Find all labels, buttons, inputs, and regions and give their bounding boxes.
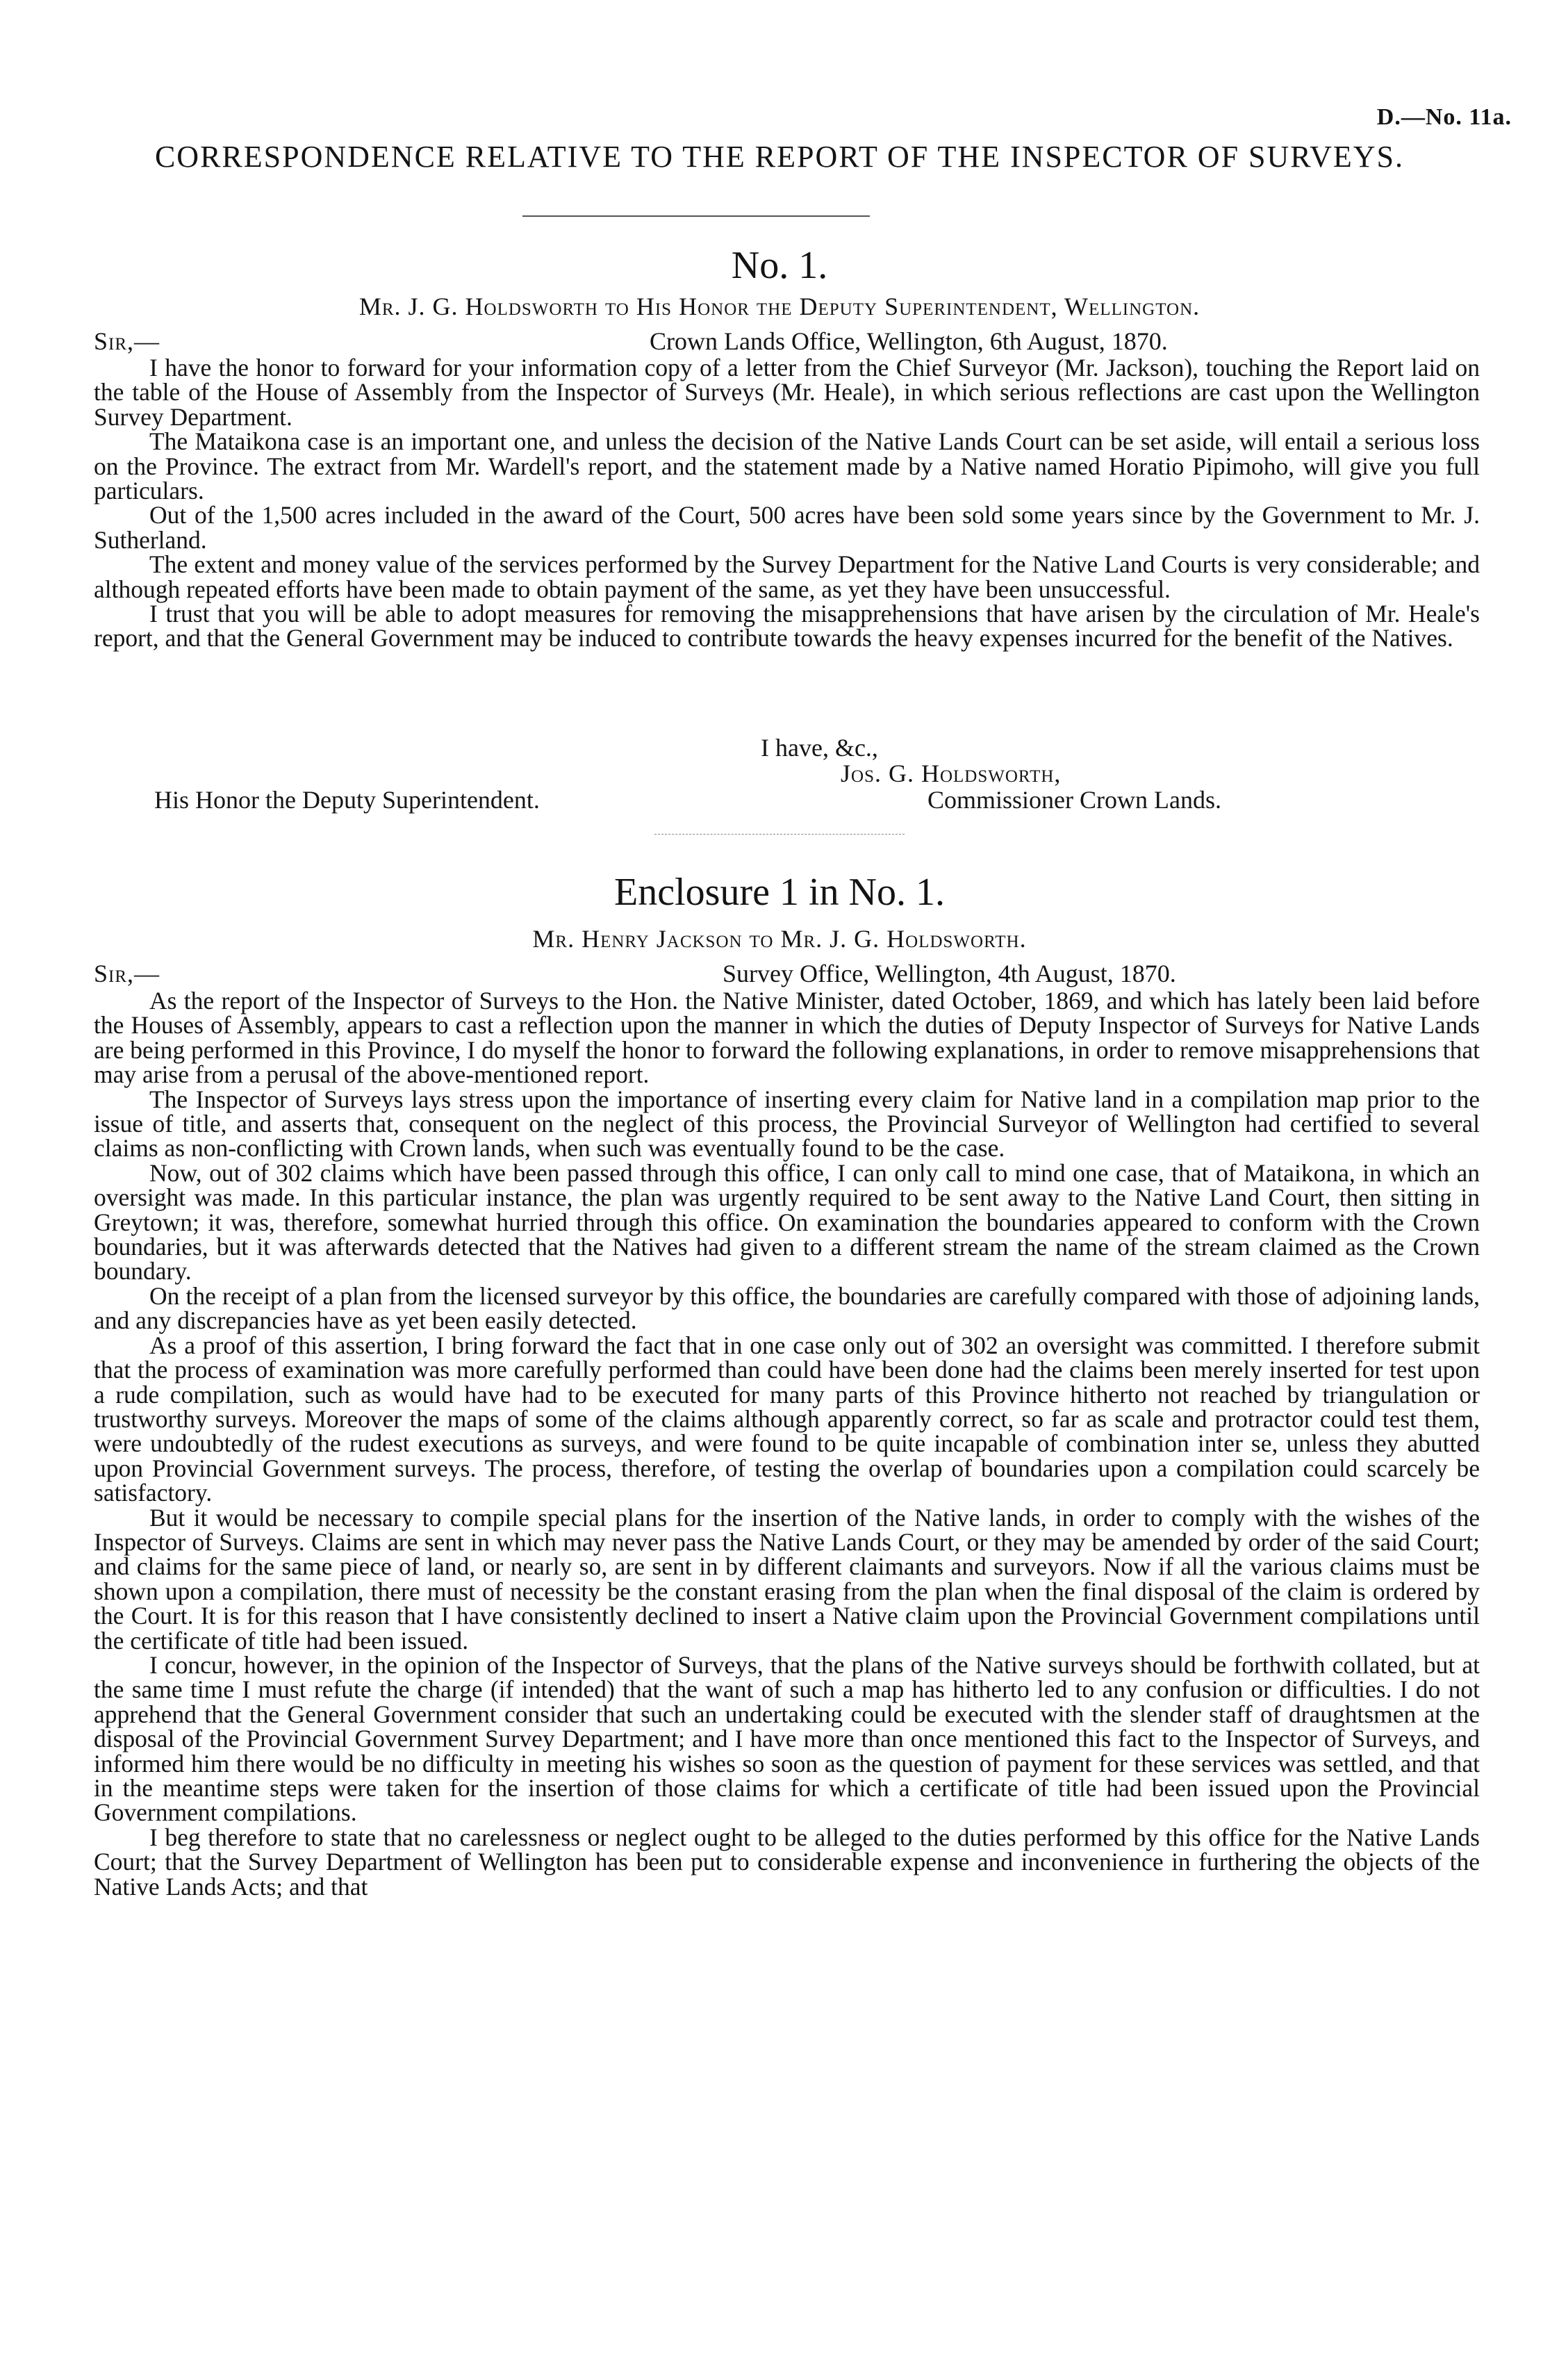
letter-number-heading: No. 1. bbox=[731, 244, 828, 287]
letter-salutation: Sir,— bbox=[94, 327, 160, 355]
enclosure-paragraph: I concur, however, in the opinion of the Inspector of Surveys, that the plans of the Native surveys should be forthwith collated, but at the same time I must refute the charge (if intended) that the want of such a map has hitherto led to any confusion or difficulties. I do not apprehend that the General Government consider that such an undertaking could be executed with the slender staff of draughtsmen at the disposal of the Provincial Government Survey Department; and I have more than once mentioned this fact to the Inspector of Surveys, and informed him there would be no difficulty in meeting his wishes so soon as the question of payment for these services was settled, and that in the meantime steps were taken for the insertion of those claims for which a certificate of title had been issued upon the Provincial Government compilations. bbox=[94, 1650, 1480, 1827]
enclosure-salutation: Sir,— bbox=[94, 960, 160, 987]
letter-paragraph: I trust that you will be able to adopt measures for removing the misapprehensions that have arisen by the circulation of Mr. Heale's report, and that the General Government may be induced to contribute towards the heavy expenses incurred for the benefit of the Natives. bbox=[94, 600, 1480, 653]
title-divider bbox=[522, 215, 870, 217]
enclosure-paragraph: On the receipt of a plan from the licensed surveyor by this office, the boundaries are carefully compared with those of adjoining lands, and any discrepancies have as yet been easily detected. bbox=[94, 1281, 1480, 1335]
letter-paragraph: The extent and money value of the services performed by the Survey Department for the Native Land Courts is very considerable; and although repeated efforts have been made to obtain payment of the same, as yet they have been unsuccessful. bbox=[94, 550, 1480, 603]
enclosure-paragraph: The Inspector of Surveys lays stress upon the importance of inserting every claim for Native land in a compilation map prior to the issue of title, and asserts that, consequent on the neglect of this process, the Provincial Surveyor of Wellington had certified to several claims as non-conflicting with Crown lands, when such was eventually found to be the case. bbox=[94, 1085, 1480, 1163]
enclosure-paragraph: Now, out of 302 claims which have been passed through this office, I can only call to mind one case, that of Mataikona, in which an oversight was made. In this particular instance, the plan was urgently required to be sent away to the Native Land Court, then sitting in Greytown; it was, therefore, somewhat hurried through this office. On examination the boundaries appeared to conform with the Crown boundaries, but it was afterwards detected that the Natives had given to a different stream the name of the stream claimed as the Crown boundary. bbox=[94, 1158, 1480, 1286]
enclosure-from-to: Mr. Henry Jackson to Mr. J. G. Holdsworth. bbox=[532, 925, 1027, 953]
letter-paragraph: I have the honor to forward for your information copy of a letter from the Chief Surveyor (Mr. Jackson), touching the Report laid on the table of the House of Assembly from the Inspector of Surveys (Mr. Heale), in which serious reflections are cast upon the Wellington Survey Department. bbox=[94, 354, 1480, 431]
enclosure-place-date: Survey Office, Wellington, 4th August, 1870. bbox=[723, 960, 1176, 987]
letter-body bbox=[94, 356, 1480, 651]
enclosure-heading: Enclosure 1 in No. 1. bbox=[614, 871, 945, 914]
letter-closing: I have, &c., bbox=[761, 734, 878, 762]
page-reference: D.—No. 11a. bbox=[1376, 104, 1512, 130]
letter-paragraph: The Mataikona case is an important one, and unless the decision of the Native Lands Court can be set aside, will entail a serious loss on the Province. The extract from Mr. Wardell's report, and the statement made by a Native named Horatio Pipimoho, will give you full particulars. bbox=[94, 427, 1480, 505]
document-title: CORRESPONDENCE RELATIVE TO THE REPORT OF THE INSPECTOR OF SURVEYS. bbox=[154, 140, 1405, 174]
letter-addressee: His Honor the Deputy Superintendent. bbox=[154, 786, 540, 814]
letter-signature-name: Jos. G. Holdsworth, bbox=[841, 760, 1062, 787]
section-divider bbox=[654, 834, 905, 835]
enclosure-paragraph: As the report of the Inspector of Surveys to the Hon. the Native Minister, dated October, 1869, and which has lately been laid before the Houses of Assembly, appears to cast a reflection upon the manner in which the duties of Deputy Inspector of Surveys for Native Lands are being performed in this Province, I do myself the honor to forward the following explanations, in order to remove misapprehensions that may arise from a perusal of the above-mentioned report. bbox=[94, 987, 1480, 1089]
enclosure-body bbox=[94, 989, 1480, 1899]
letter-paragraph: Out of the 1,500 acres included in the award of the Court, 500 acres have been sold some years since by the Government to Mr. J. Sutherland. bbox=[94, 501, 1480, 554]
letter-place-date: Crown Lands Office, Wellington, 6th August, 1870. bbox=[650, 327, 1168, 355]
letter-from-to: Mr. J. G. Holdsworth to His Honor the Deputy Superintendent, Wellington. bbox=[358, 293, 1201, 320]
letter-signature-title: Commissioner Crown Lands. bbox=[927, 786, 1221, 814]
enclosure-paragraph: But it would be necessary to compile special plans for the insertion of the Native lands, in order to comply with the wishes of the Inspector of Surveys. Claims are sent in which may never pass the Native Lands Court, or they may be amended by order of the said Court; and claims for the same piece of land, or nearly so, are sent in by different claimants and surveyors. Now if all the various claims must be shown upon a compilation, there must of necessity be the constant erasing from the plan when the final disposal of the claim is ordered by the Court. It is for this reason that I have consistently declined to insert a Native claim upon the Provincial Government compilations until the certificate of title had been issued. bbox=[94, 1503, 1480, 1655]
enclosure-paragraph: As a proof of this assertion, I bring forward the fact that in one case only out of 302 an oversight was committed. I therefore submit that the process of examination was more carefully performed than could have been done had the claims been merely inserted for test upon a rude compilation, such as would have had to be executed for many parts of this Province hitherto not reached by triangulation or trustworthy surveys. Moreover the maps of some of the claims although apparently correct, so far as scale and protractor could test them, were undoubtedly of the rudest executions as surveys, and were found to be quite incapable of combination inter se, unless they abutted upon Provincial Government surveys. The process, therefore, of testing the overlap of boundaries upon a compilation could scarcely be satisfactory. bbox=[94, 1331, 1480, 1507]
enclosure-paragraph: I beg therefore to state that no carelessness or neglect ought to be alleged to the duties performed by this office for the Native Lands Court; that the Survey Department of Wellington has been put to considerable expense and inconvenience in furthering the objects of the Native Lands Acts; and that bbox=[94, 1823, 1480, 1901]
